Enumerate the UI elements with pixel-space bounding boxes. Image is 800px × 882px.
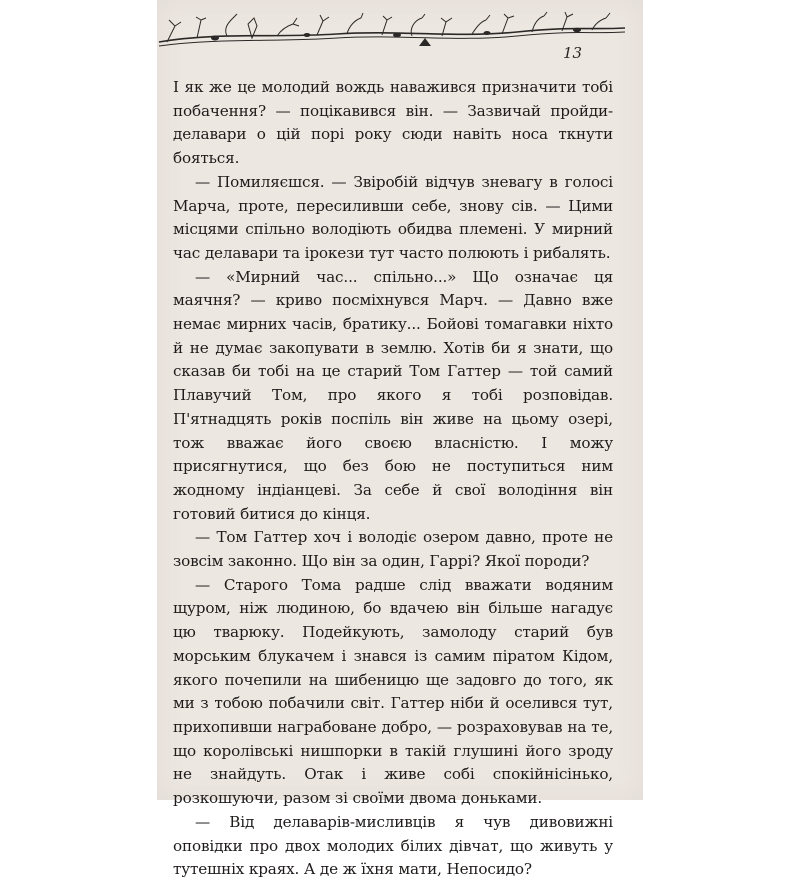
paragraph: — Старого Тома радше слід вважати водяним щуром, ніж людиною, бо вдачею він більше нагадує цю тварюку. Подейкують, замолоду старий був морським блукачем і знався із самим піратом Кідом, якого почепили на шибеницю ще задовго до того, як ми з тобою побачили світ. Гаттер ніби й оселився тут, прихопивши награбоване добро, — розраховував на те, що королівські нишпорки в такій глушині його зроду не знайдуть. Отак і живе собі спокійнісінько, розкошуючи, разом зі своїми двома доньками.: [173, 575, 613, 808]
paragraph: — Від делаварів-мисливців я чув дивовижні оповідки про двох молодих білих дівчат, що живуть у тутешніх краях. А де ж їхня мати, Непосидо?: [173, 812, 613, 879]
paragraph: — «Мирний час... спільно...» Що означає ця маячня? — криво посміхнувся Марч. — Давно вже немає мирних часів, братику... Бойові томагавки ніхто й не думає закопувати в землю. Хотів би я знати, що сказав би тобі на це старий Том Гаттер — той самий Плавучий Том, про якого я тобі розповідав. П'ятнадцять років поспіль він живе на цьому озері, тож вважає його своєю власністю. І можу присягнутися, що без бою не поступиться ним жодному індіанцеві. За себе й свої володіння він готовий битися до кінця.: [173, 267, 613, 523]
decorative-floral-header: [157, 8, 627, 54]
paragraph: І як же це молодий вождь наважився призначити тобі побачення? — поцікавився він. — Зазвичай пройди-делавари о цій порі року сюди навіть носа ткнути бояться.: [173, 78, 613, 168]
body-text: [173, 76, 613, 882]
paragraph: — Том Гаттер хоч і володіє озером давно, проте не зовсім законно. Що він за один, Гаррі? Якої породи?: [173, 528, 613, 571]
page-number: 13: [563, 44, 583, 62]
paragraph: — Помиляєшся. — Звіробій відчув зневагу в голосі Марча, проте, пересиливши себе, знову сів. — Цими місцями спільно володіють обидва племені. У мирний час делавари та ірокези тут часто полюють і рибалять.: [173, 172, 613, 262]
